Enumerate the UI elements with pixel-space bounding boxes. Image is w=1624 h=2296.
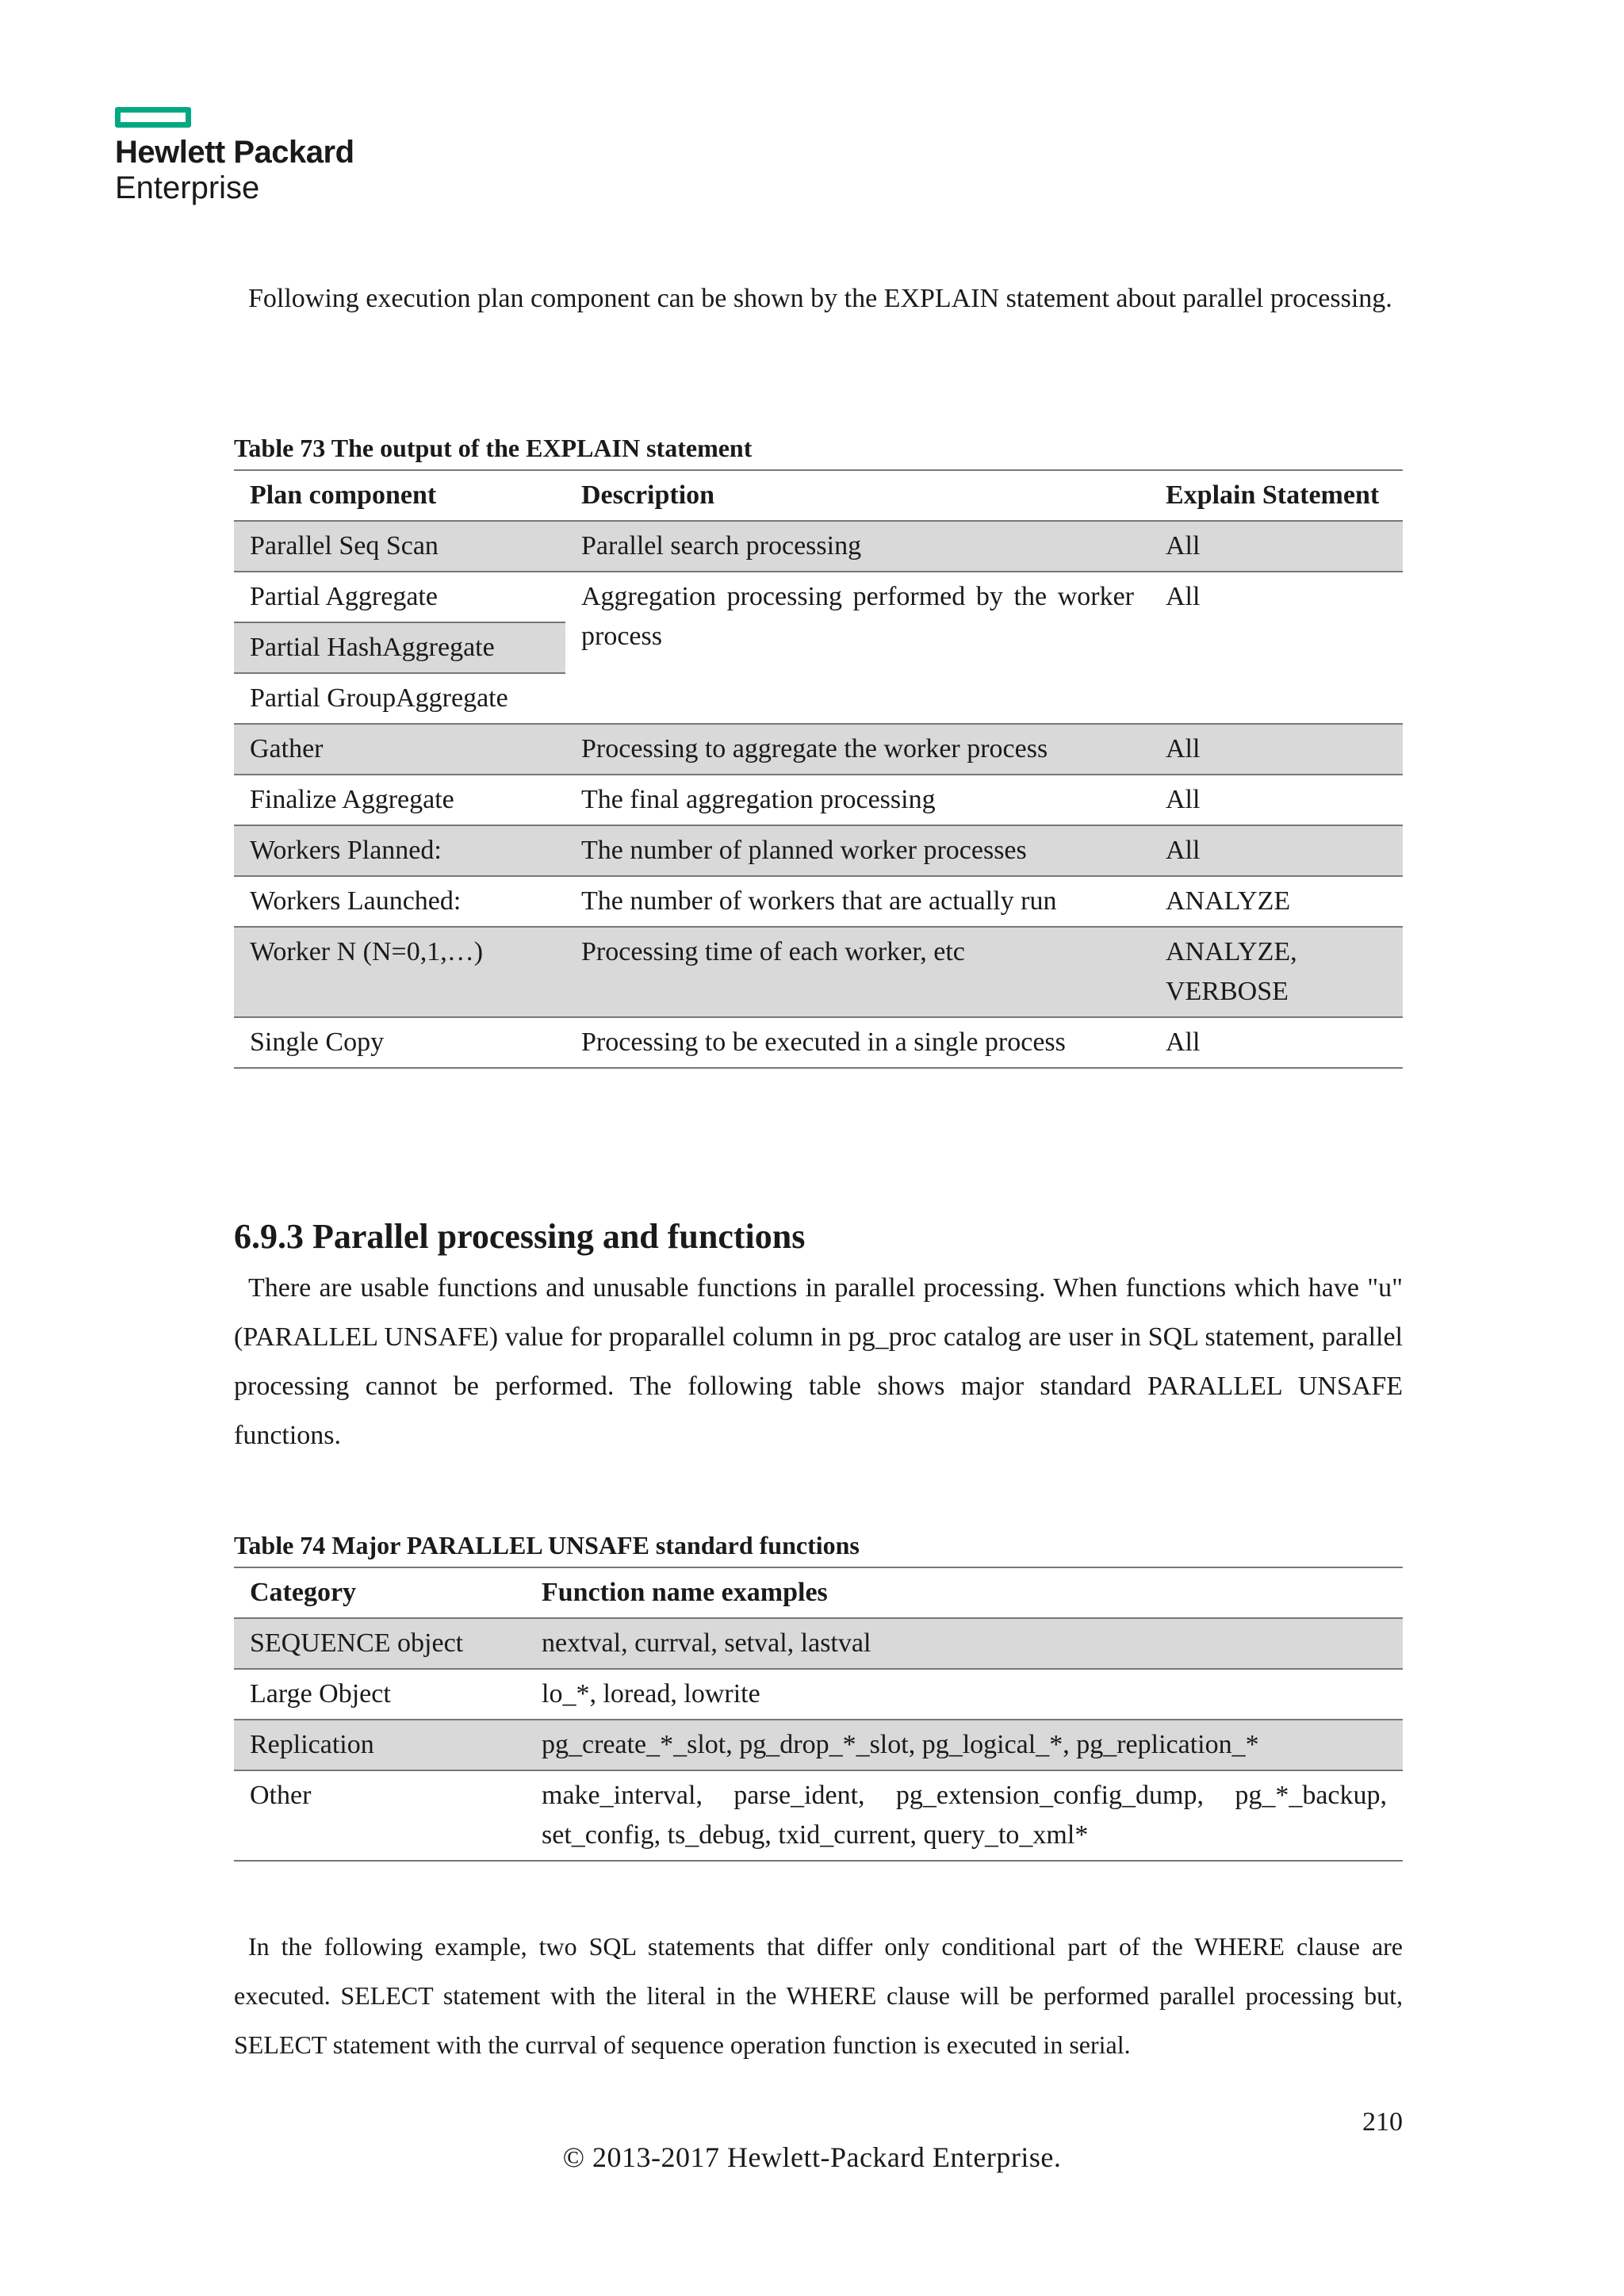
cell-component: Partial Aggregate (234, 572, 565, 622)
cell-category: Large Object (250, 1679, 391, 1709)
cell-description: The number of workers that are actually run (581, 886, 1057, 916)
cell-component: Finalize Aggregate (250, 785, 454, 814)
hpe-logo (115, 107, 354, 205)
cell-description: Processing to be executed in a single process (581, 1027, 1066, 1057)
cell-description: Parallel search processing (581, 531, 862, 561)
table-row (234, 1017, 1403, 1068)
cell-examples: lo_*, loread, lowrite (542, 1679, 760, 1709)
cell-description: Aggregation processing performed by the worker process (565, 572, 1150, 724)
cell-explain: All (1166, 531, 1201, 561)
cell-description: The final aggregation processing (581, 785, 936, 814)
table73-caption: Table 73 The output of the EXPLAIN statement (234, 434, 753, 462)
cell-category: SEQUENCE object (250, 1628, 464, 1658)
cell-explain: ANALYZE (1166, 886, 1291, 916)
table-row (234, 876, 1403, 927)
table-row (234, 927, 1403, 1017)
cell-explain: All (1166, 836, 1201, 865)
parallel-unsafe-table (234, 1567, 1403, 1862)
example-block (234, 1922, 1403, 2069)
intro-paragraph: Following execution plan component can be shown by the EXPLAIN statement about parallel processing. (248, 284, 1392, 313)
example-paragraph: In the following example, two SQL statements that differ only conditional part of the WHERE clause are executed. SELECT statement with the literal in the WHERE clause will be performed parallel processing but, SELECT statement with the currval of sequence operation function is executed in serial. (234, 1932, 1403, 2059)
cell-component: Parallel Seq Scan (250, 531, 439, 561)
header-plan-component: Plan component (250, 480, 437, 510)
cell-examples: pg_create_*_slot, pg_drop_*_slot, pg_logical_*, pg_replication_* (542, 1730, 1259, 1759)
cell-description: Processing time of each worker, etc (581, 937, 965, 966)
logo-line2: Enterprise (115, 170, 260, 205)
cell-component: Single Copy (250, 1027, 385, 1057)
table-row (234, 775, 1403, 825)
table-row (234, 1770, 1403, 1861)
cell-explain: All (1166, 734, 1201, 763)
cell-examples: make_interval, parse_ident, pg_extension_config_dump, pg_*_backup, set_config, ts_debug, txid_current, query_to_xml* (542, 1781, 1387, 1850)
table-row (234, 724, 1403, 775)
header-category: Category (250, 1578, 357, 1607)
cell-description: Processing to aggregate the worker process (581, 734, 1048, 763)
cell-component: Gather (250, 734, 324, 763)
header-function-examples: Function name examples (542, 1578, 828, 1607)
table-row (234, 521, 1403, 572)
logo-line1: Hewlett Packard (115, 135, 354, 170)
cell-examples: nextval, currval, setval, lastval (542, 1628, 871, 1658)
table-row (234, 825, 1403, 876)
table74-block (234, 1524, 1403, 1862)
table-row (234, 572, 1403, 622)
table-row (234, 1669, 1403, 1720)
page-number: 210 (1362, 2107, 1403, 2137)
hpe-logo-bar-icon (115, 107, 191, 128)
intro-block (234, 274, 1403, 323)
cell-category: Other (250, 1781, 312, 1810)
cell-component: Workers Launched: (250, 886, 462, 916)
cell-component: Workers Planned: (250, 836, 442, 865)
cell-component: Worker N (N=0,1,…) (250, 937, 484, 966)
table74-caption: Table 74 Major PARALLEL UNSAFE standard functions (234, 1531, 860, 1559)
table-row (234, 1720, 1403, 1770)
table-row (234, 1618, 1403, 1669)
cell-explain: All (1166, 1027, 1201, 1057)
cell-component: Partial HashAggregate (234, 622, 565, 673)
section-paragraph: There are usable functions and unusable functions in parallel processing. When functions which have "u" (PARALLEL UNSAFE) value for proparallel column in pg_proc catalog are user in SQL statement, parallel processing cannot be performed. The following table shows major standard PARALLEL UNSAFE functions. (234, 1273, 1403, 1450)
section-block (234, 1215, 1403, 1460)
table73-block (234, 427, 1403, 1069)
cell-component: Partial GroupAggregate (250, 683, 508, 713)
header-description: Description (581, 480, 715, 510)
section-heading: 6.9.3 Parallel processing and functions (234, 1217, 806, 1256)
cell-category: Replication (250, 1730, 374, 1759)
explain-output-table (234, 469, 1403, 1069)
copyright-footer: © 2013-2017 Hewlett-Packard Enterprise. (562, 2141, 1062, 2173)
cell-explain: All (1166, 785, 1201, 814)
cell-explain: ANALYZE, VERBOSE (1166, 937, 1297, 1006)
cell-description: The number of planned worker processes (581, 836, 1027, 865)
header-explain-statement: Explain Statement (1166, 480, 1380, 510)
cell-explain: All (1150, 572, 1403, 724)
